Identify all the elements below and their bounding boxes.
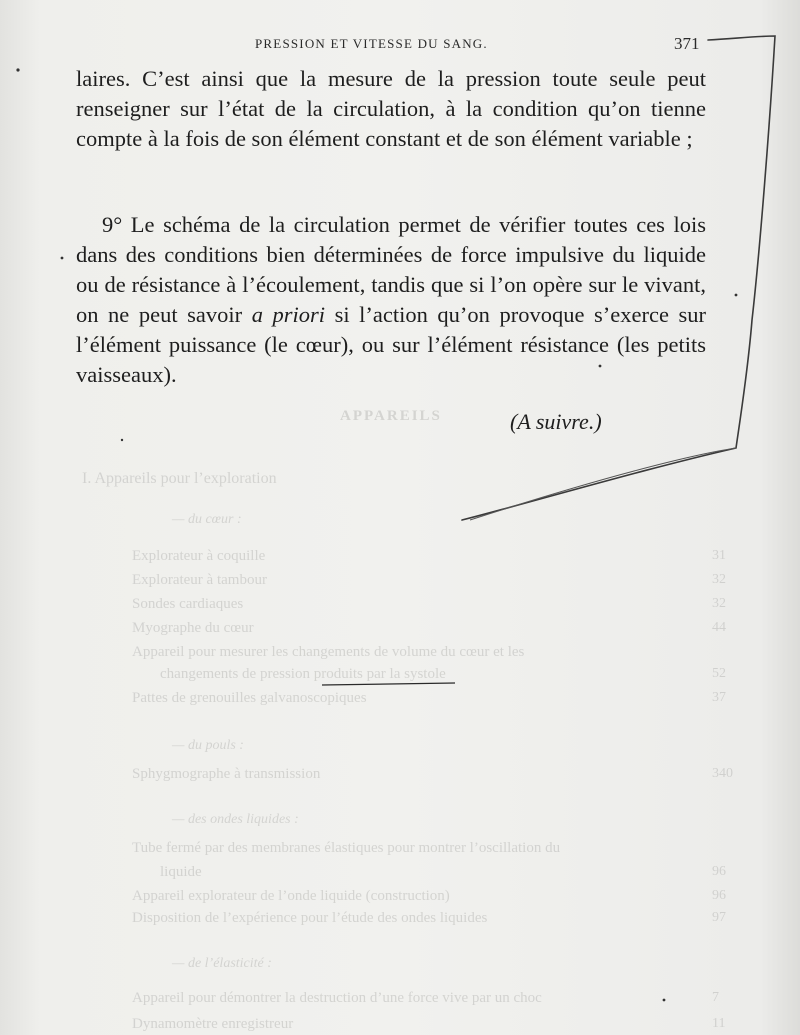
paragraph-2-text-b: si l’action qu’on provoque s’exerce sur l’élément puissance (le cœur), ou sur l’élément résistance (les petits vaisseaux). xyxy=(76,302,707,387)
bleed-item: changements de pression produits par la systole xyxy=(160,666,446,682)
paragraph-1 xyxy=(76,64,706,154)
speck xyxy=(735,294,738,297)
bleed-item: Explorateur à tambour xyxy=(132,572,267,588)
pencil-bracket-tail xyxy=(470,448,736,520)
bleed-item-page: 44 xyxy=(712,620,726,635)
bleed-item-page: 32 xyxy=(712,572,726,587)
paragraph-2-text-a: 9° Le schéma de la circulation permet de vérifier toutes ces lois dans des conditions bien déterminées de force impulsive du liquide ou de résistance à l’écoulement, tandis que si l’on opère sur le vivant, on ne peut savoir xyxy=(76,212,706,327)
bleed-item: Appareil pour démontrer la destruction d’une force vive par un choc xyxy=(132,990,542,1006)
bleed-item: Tube fermé par des membranes élastiques pour montrer l’oscillation du xyxy=(132,840,561,856)
bleed-item-page: 37 xyxy=(712,690,726,705)
bleed-item-page: 340 xyxy=(712,766,733,781)
speck xyxy=(61,257,64,260)
bleed-item: Myographe du cœur xyxy=(132,620,254,636)
bleed-subheading: — du pouls : xyxy=(172,738,244,753)
bleed-subheading: — du cœur : xyxy=(172,512,242,527)
paragraph-2 xyxy=(76,210,706,390)
bleed-item: Dynamomètre enregistreur xyxy=(132,1016,294,1032)
bleed-item: Appareil pour mesurer les changements de volume du cœur et les xyxy=(132,644,525,660)
speck xyxy=(16,68,19,71)
paragraph-2-italic: a priori xyxy=(251,302,326,327)
speck xyxy=(121,439,123,441)
running-head: PRESSION ET VITESSE DU SANG. xyxy=(255,36,488,51)
bleed-item: Disposition de l’expérience pour l’étude des ondes liquides xyxy=(132,910,488,926)
bleed-section: I. Appareils pour l’exploration xyxy=(82,470,277,487)
bleed-item: Appareil explorateur de l’onde liquide (construction) xyxy=(132,888,450,904)
bleed-item: Pattes de grenouilles galvanoscopiques xyxy=(132,690,367,706)
bleed-item-page: 52 xyxy=(712,666,726,681)
bleed-item-page: 32 xyxy=(712,596,726,611)
bleed-title: APPAREILS xyxy=(340,408,442,424)
closing-mark: (A suivre.) xyxy=(510,409,602,434)
paragraph-1-text: laires. C’est ainsi que la mesure de la pression toute seule peut renseigner sur l’état de la circulation, à la condition qu’on tienne compte à la fois de son élément constant et de son élément variable ; xyxy=(76,66,706,151)
bleed-item: Sphygmographe à transmission xyxy=(132,766,321,782)
bleed-subheading: — des ondes liquides : xyxy=(172,812,299,827)
bleed-item: Explorateur à coquille xyxy=(132,548,266,564)
bleed-item-page: 97 xyxy=(712,910,726,925)
underline-mark xyxy=(322,683,455,685)
bleed-item-page: 7 xyxy=(712,990,719,1005)
bleed-subheading: — de l’élasticité : xyxy=(172,956,272,971)
bleed-item-page: 11 xyxy=(712,1016,726,1031)
page-number: 371 xyxy=(674,34,700,53)
bleed-item: Sondes cardiaques xyxy=(132,596,244,612)
bleed-item-page: 96 xyxy=(712,888,726,903)
bleed-item: liquide xyxy=(160,864,202,880)
speck xyxy=(663,999,666,1002)
bleed-item-page: 96 xyxy=(712,864,726,879)
bleed-item-page: 31 xyxy=(712,548,726,563)
